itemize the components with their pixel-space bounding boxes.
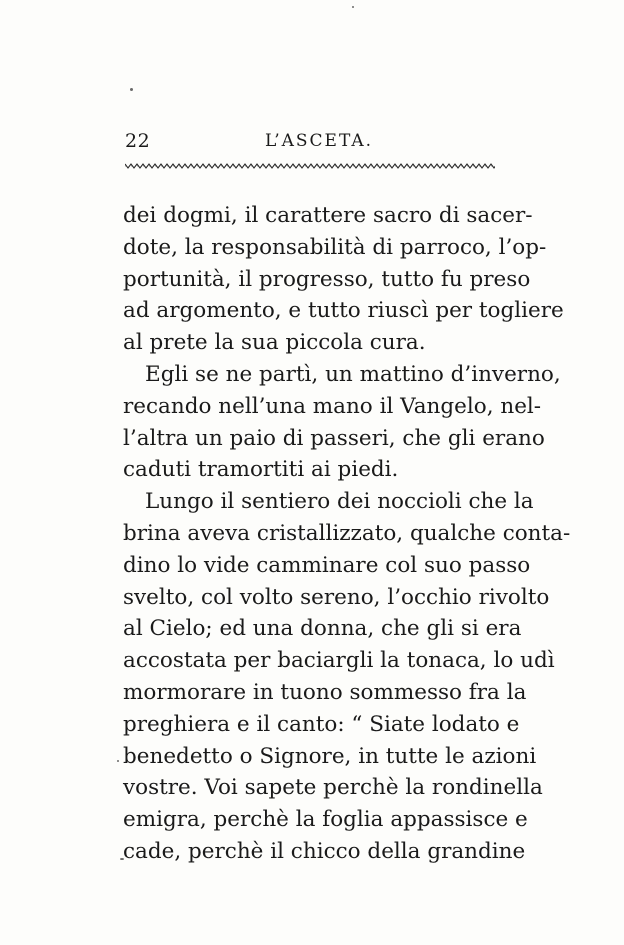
text-line: accostata per baciargli la tonaca, lo udì: [123, 648, 555, 674]
text-line: dote, la responsabilità di parroco, l’op-: [123, 234, 547, 260]
text-line: benedetto o Signore, in tutte le azioni: [123, 743, 537, 769]
text-line: mormorare in tuono sommesso fra la: [123, 679, 527, 705]
text-line: cade, perchè il chicco della grandine: [123, 838, 526, 864]
paragraph-1: [123, 200, 564, 359]
paper-speck: [117, 760, 119, 762]
text-line: al prete la sua piccola cura.: [123, 330, 426, 356]
text-line: vostre. Voi sapete perchè la rondinella: [123, 775, 543, 801]
text-line: dei dogmi, il carattere sacro di sacer-: [123, 203, 533, 228]
running-header: [125, 130, 490, 154]
text-line: recando nell’una mano il Vangelo, nel-: [123, 393, 542, 419]
text-line: Lungo il sentiero dei noccioli che la: [145, 489, 534, 515]
text-line: portunità, il progresso, tutto fu preso: [123, 266, 531, 292]
text-line: emigra, perchè la foglia appassisce e: [123, 807, 528, 833]
text-line: dino lo vide camminare col suo passo: [123, 552, 531, 578]
text-line: al Cielo; ed una donna, che gli si era: [123, 616, 522, 642]
text-line: brina aveva cristallizzato, qualche conta-: [123, 520, 571, 546]
text-line: ad argomento, e tutto riuscì per togliere: [123, 298, 564, 324]
page-number: 22: [125, 130, 151, 152]
paragraph-3: [123, 486, 571, 868]
paper-speck: [130, 88, 133, 91]
running-title: L’ASCETA.: [265, 131, 374, 151]
body-text: [123, 200, 571, 868]
paper-speck: [352, 6, 354, 8]
paragraph-2: [123, 359, 561, 486]
ornamental-rule: [125, 161, 495, 171]
text-line: svelto, col volto sereno, l’occhio rivolto: [123, 584, 550, 610]
text-line: Egli se ne partì, un mattino d’inverno,: [145, 361, 561, 387]
text-line: caduti tramortiti ai piedi.: [123, 457, 399, 483]
text-line: preghiera e il canto: “ Siate lodato e: [123, 711, 520, 737]
text-line: l’altra un paio di passeri, che gli erano: [123, 425, 545, 451]
